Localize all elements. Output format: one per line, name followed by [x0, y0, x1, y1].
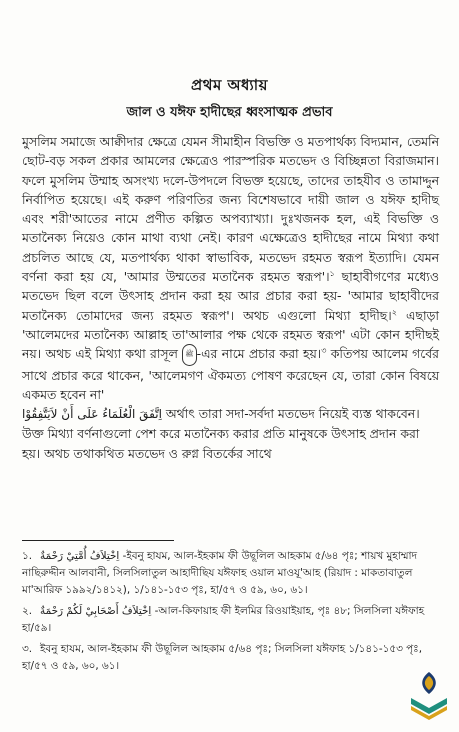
paragraph-a: মুসলিম সমাজে আক্বীদার ক্ষেত্রে যেমন সীমাহীন বিভক্তি ও মতপার্থক্য বিদ্যমান, তেমনি ছোট-বড় সকল প্রকার আমলের ক্ষেত্রেও পারস্পরিক মতভেদ ও বিচ্ছিন্নতা বিরাজমান। ফলে মুসলিম উম্মাহ অসংখ্য দলে-উপদলে বিভক্ত হয়েছে, তাদের তাহযীব ও তামাদ্দুন নির্বাপিত হয়েছে। এই করুণ পরিণতির জন্য বিশেষভাবে দায়ী জাল ও যঈফ হাদীছ এবং শরী'আতের নামে প্রণীত কল্পিত অপব্যাখ্যা। দুঃখজনক হল, এই বিভক্তি ও মতানৈক্য নিয়েও কোন মাথা ব্যথা নেই। কারণ এক্ষেত্রেও হাদীছের নামে মিথ্যা কথা প্রচলিত আছে যে, মতপার্থক্য থাকা স্বাভাবিক, মতভেদ রহমত স্বরূপ ইত্যাদি। যেমন বর্ণনা করা হয় যে, 'আমার উম্মতের মতানৈক রহমত স্বরূপ'।	[22, 134, 439, 285]
footnote-number: ৩.	[22, 643, 33, 655]
footnote-text: ইবনু হাযম, আল-ইহকাম ফী উছূলিল আহকাম ৫/৬৪ পৃঃ; সিলসিলা যঈফাহ ১/১৪১-১৫৩ পৃঃ, হা/৫৭ ও ৫৯, ৬০, ৬১।	[22, 643, 423, 672]
pbuh-symbol: ﷺ	[182, 344, 196, 365]
body-text	[22, 132, 439, 463]
footnote-2	[22, 603, 437, 637]
footnote-ref-1[interactable]: ১	[329, 268, 335, 278]
footnotes	[22, 548, 437, 679]
footnote-divider	[22, 540, 174, 541]
footnote-3	[22, 641, 437, 675]
arabic-phrase-2: عَلَى أَنْ لاَيَتَّفِقُوْا	[22, 407, 99, 422]
paragraph-c: এছাড়া 'আলেমদের মতানৈক্য আল্লাহ তা'আলার পক্ষ থেকে রহমত স্বরূপ' এটা কোন হাদীছই নয়। অথচ এই মিথ্যা কথা রাসূল	[22, 307, 439, 362]
footnote-text: -ইবনু হাযম, আল-ইহকাম ফী উছূলিল আহকাম ৫/৬৪ পৃঃ; শায়খ মুহাম্মাদ নাছিরুদ্দীন আলবানী, সিলসিলাতুল আহাদীছিয যঈফাহ ওয়াল মাওযূ'আহ (রিয়াদ : মাকতাবাতুল মা'আরিফ ১৯৯২/১৪১২), ১/১৪১-১৫৩ পৃঃ, হা/৫৭ ও ৫৯, ৬০, ৬১।	[22, 550, 417, 596]
footnote-1	[22, 548, 437, 599]
publisher-logo-icon	[407, 668, 451, 724]
main-paragraph	[22, 132, 439, 404]
arabic-quote-line	[22, 404, 439, 463]
footnote-ref-2[interactable]: ২	[391, 307, 397, 317]
chapter-title: প্রথম অধ্যায়	[191, 76, 268, 94]
paragraph-f: অর্থাৎ তারা সদা-সর্বদা মতভেদ নিয়েই ব্যস্ত থাকবেন। উক্ত মিথ্যা বর্ণনাগুলো পেশ করে মতানৈক্য করার প্রতি মানুষকে উৎসাহ প্রদান করা হয়। অথচ তথাকথিত মতভেদ ও রুগ্ন বিতর্কের সাথে	[22, 406, 420, 461]
paragraph-b: ছাহাবীগণের মধ্যেও মতভেদ ছিল বলে উৎসাহ প্রদান করা হয় আর প্রচার করা হয়- 'আমার ছাহাবীদের মতানৈক্য তোমাদের জন্য রহমত স্বরূপ'। অথচ এগুলো মিথ্যা হাদীছ।	[22, 269, 439, 323]
footnote-number: ১.	[22, 550, 33, 562]
paragraph-d: -এর নামে প্রচার করা হয়।	[196, 346, 322, 362]
arabic-phrase-1: اِتَّفَقَ الْعُلَمَاءُ	[102, 407, 162, 422]
footnote-text: -আল-কিফায়াহ ফী ইলমির রিওয়াইয়াহ, পৃঃ ৪৮; সিলসিলা যঈফাহ হা/৫৯।	[22, 605, 425, 634]
footnote-arabic: اِخْتِلاَفُ أُمَّتِيْ رَحْمَةٌ	[40, 550, 120, 562]
section-title: জাল ও যঈফ হাদীছের ধ্বংসাত্মক প্রভাব	[126, 105, 333, 120]
footnote-ref-3[interactable]: ৩	[321, 346, 327, 356]
footnote-number: ২.	[22, 605, 33, 617]
paragraph-e: কতিপয় আলেম গর্বের সাথে প্রচার করে থাকেন, 'আলেমগণ ঐকমত্য পোষণ করেছেন যে, তারা কোন বিষয়ে একমত হবেন না'	[22, 346, 439, 402]
footnote-arabic: اِخْتِلاَفُ أَصْحَابِيْ لَكُمْ رَحْمَةٌ	[40, 605, 152, 617]
